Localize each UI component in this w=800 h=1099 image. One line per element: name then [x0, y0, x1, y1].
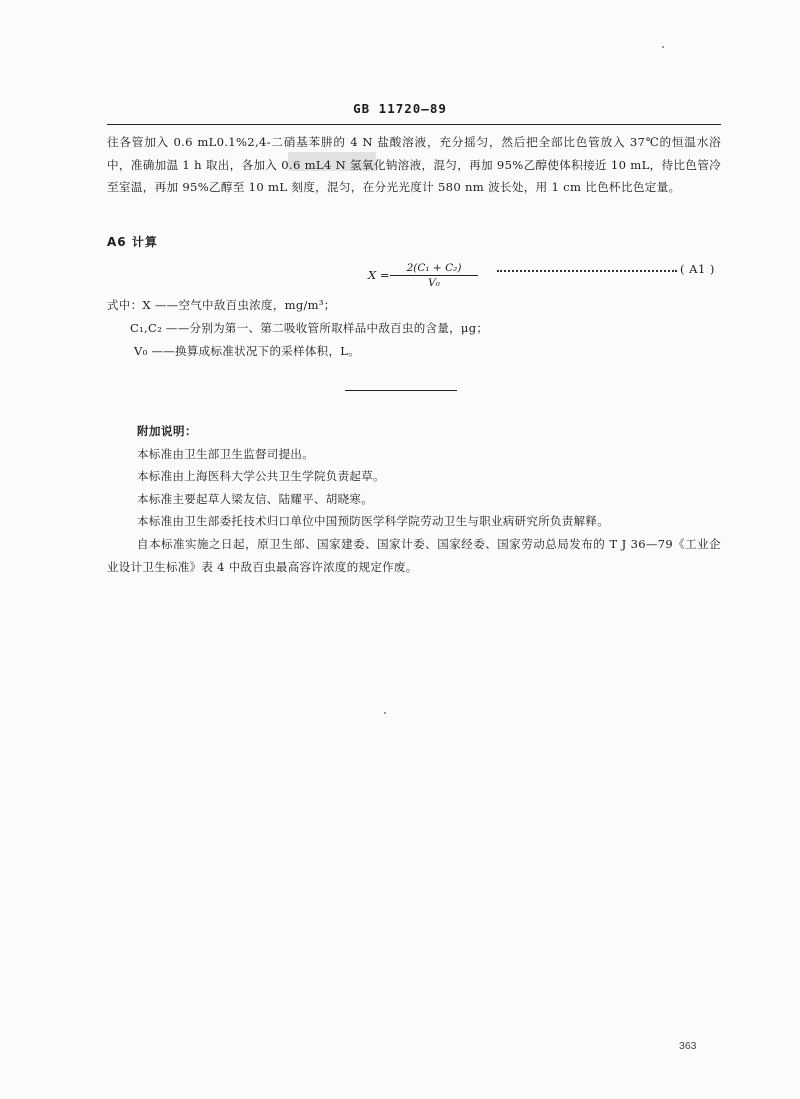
note-line: 本标准由卫生部卫生监督司提出。 [137, 447, 314, 461]
section-divider [345, 390, 457, 391]
scan-smudge [288, 152, 376, 171]
definition-v0: V₀ ——换算成标准状况下的采样体积，L。 [134, 344, 361, 358]
procedure-paragraph: 往各管加入 0.6 mL0.1%2,4-二硝基苯肼的 4 N 盐酸溶液，充分摇匀，然后把全部比色管放入 37℃的恒温水浴中，准确加温 1 h 取出，各加入 0.6 mL4 N 氢氧化钠溶液，混匀，再加 95%乙醇使体积接近 10 mL，待比色管冷至室温，再加 95%乙醇至 10 mL 刻度，混匀，在分光光度计 580 nm 波长处，用 1 cm 比色杯比色定量。 [107, 135, 721, 194]
standard-code: GB 11720—89 [353, 101, 447, 116]
formula-tag: ( A1 ) [680, 262, 715, 276]
section-heading: A6 计算 [107, 235, 158, 249]
formula-lhs: X = [368, 268, 390, 282]
header-rule [107, 124, 721, 125]
note-line: 本标准由卫生部委托技术归口单位中国预防医学科学院劳动卫生与职业病研究所负责解释。 [137, 514, 609, 528]
notes-heading: 附加说明： [137, 424, 197, 438]
definition-x: 式中：X ——空气中敌百虫浓度，mg/m³； [107, 298, 336, 312]
scan-speck [662, 46, 664, 48]
formula-leader-dots [497, 270, 677, 272]
definition-c1-c2: C₁,C₂ ——分别为第一、第二吸收管所取样品中敌百虫的含量，μg； [130, 321, 489, 335]
formula-fraction [390, 262, 478, 289]
page-number: 363 [679, 1040, 697, 1052]
scan-speck [384, 712, 386, 714]
note-abolition: 自本标准实施之日起，原卫生部、国家建委、国家计委、国家经委、国家劳动总局发布的 T J 36—79《工业企业设计卫生标准》表 4 中敌百虫最高容许浓度的规定作废。 [107, 537, 721, 574]
note-line: 本标准由上海医科大学公共卫生学院负责起草。 [137, 469, 385, 483]
formula-denominator: V₀ [428, 277, 440, 289]
note-line: 本标准主要起草人梁友信、陆耀平、胡晓寒。 [137, 492, 373, 506]
formula-numerator: 2(C₁ + C₂) [390, 262, 478, 276]
